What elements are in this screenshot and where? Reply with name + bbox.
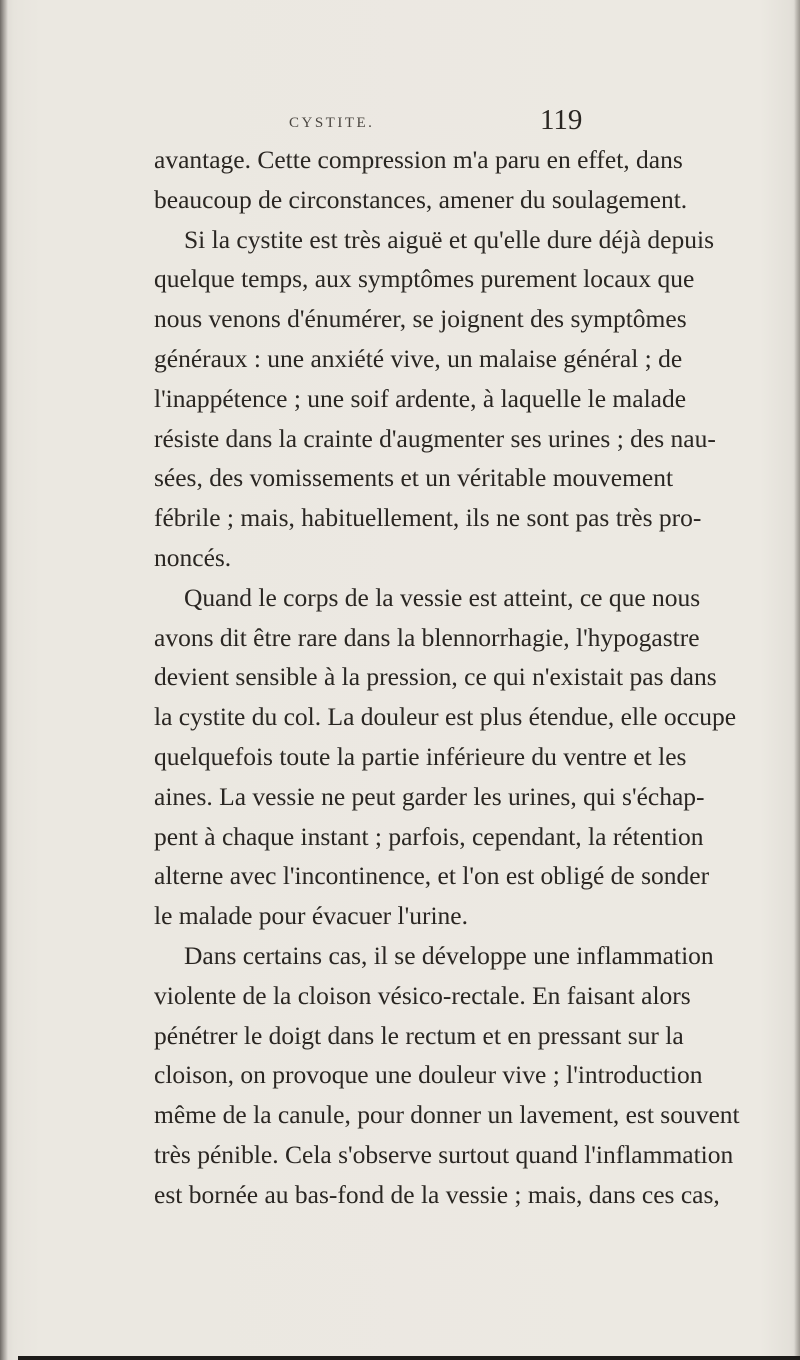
bottom-edge-rule [18,1356,800,1360]
text-line: avons dit être rare dans la blennorrhagie, l'hypogastre [154,622,700,652]
page-number: 119 [540,104,583,136]
running-title: CYSTITE. [289,115,375,131]
text-line: avantage. Cette compression m'a paru en effet, dans [154,145,683,174]
text-line: nous venons d'énumérer, se joignent des symptômes [154,304,687,334]
text-line: pénétrer le doigt dans le rectum et en pressant sur la [154,1020,684,1050]
text-line: très pénible. Cela s'observe surtout quand l'inflammation [154,1139,734,1169]
text-line: Quand le corps de la vessie est atteint, ce que nous [184,582,701,612]
text-line: le malade pour évacuer l'urine. [154,901,468,931]
text-line: noncés. [154,542,232,572]
text-line: violente de la cloison vésico-rectale. En faisant alors [154,980,691,1010]
text-line: aines. La vessie ne peut garder les urines, qui s'échap- [154,781,705,811]
text-line: beaucoup de circonstances, amener du soulagement. [154,184,688,214]
text-line: quelque temps, aux symptômes purement locaux que [154,264,695,294]
text-line: généraux : une anxiété vive, un malaise général ; de [154,343,683,373]
page-right-edge [794,0,800,1360]
text-line: même de la canule, pour donner un lavement, est souvent [154,1100,740,1130]
text-line: devient sensible à la pression, ce qui n'existait pas dans [154,662,717,692]
text-line: Dans certains cas, il se développe une inflammation [184,940,714,970]
text-line: pent à chaque instant ; parfois, cependant, la rétention [154,821,704,851]
text-line: fébrile ; mais, habituellement, ils ne sont pas très pro- [154,503,702,533]
text-line: résiste dans la crainte d'augmenter ses urines ; des nau- [154,423,716,453]
text-line: la cystite du col. La douleur est plus étendue, elle occupe [154,702,737,732]
text-line: est bornée au bas-fond de la vessie ; mais, dans ces cas, [154,1179,720,1209]
text-line: cloison, on provoque une douleur vive ; l'introduction [154,1060,703,1090]
text-line: Si la cystite est très aiguë et qu'elle dure déjà depuis [184,224,715,254]
text-line: l'inappétence ; une soif ardente, à laquelle le malade [154,383,687,413]
page-header [0,104,800,144]
text-line: alterne avec l'incontinence, et l'on est obligé de sonder [154,861,710,891]
text-line: quelquefois toute la partie inférieure du ventre et les [154,741,687,771]
page-left-edge [0,0,8,1360]
text-line: sées, des vomissements et un véritable mouvement [154,463,674,493]
body-text [154,140,740,1215]
